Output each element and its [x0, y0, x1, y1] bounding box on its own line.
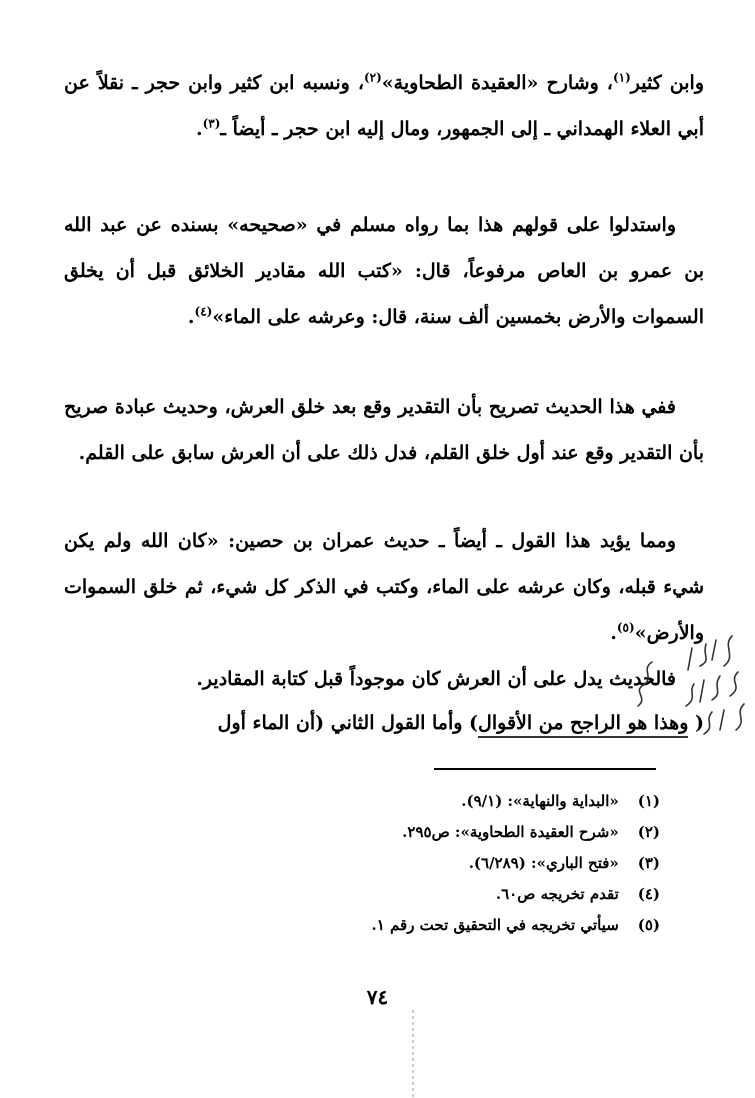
p1-text-c: ، ونسبه ابن كثير وابن حجر ـ نقلاً عن أبي العلاء الهمداني ـ إلى الجمهور، ومال إليه ابن حجر ـ أيضاً ـ	[64, 72, 704, 140]
page-number: ٧٤	[366, 985, 389, 1009]
footnote-number: (٥)	[637, 916, 660, 934]
footnote-ref-2: (٢)	[363, 70, 382, 85]
footnote-text: سيأتي تخريجه في التحقيق تحت رقم ١.	[371, 916, 619, 934]
paragraph-3	[64, 384, 704, 476]
footnote-number: (٣)	[637, 854, 660, 872]
footnote-item	[200, 817, 660, 848]
p3-text: ففي هذا الحديث تصريح بأن التقدير وقع بعد خلق العرش، وحديث عبادة صريح بأن التقدير وقع عند أول خلق القلم، فدل ذلك على أن العرش سابق على القلم.	[64, 396, 704, 464]
footnote-text: «فتح الباري»: (٦/٢٨٩).	[468, 854, 619, 872]
footnote-ref-4: (٤)	[194, 304, 213, 319]
footnote-number: (١)	[637, 792, 660, 810]
paragraph-2	[64, 202, 704, 340]
footnote-text: «البداية والنهاية»: (٩/١).	[461, 792, 619, 810]
footnote-ref-1: (١)	[612, 70, 631, 85]
p6-text-rest: وأما القول الثاني (أن الماء أول	[217, 712, 470, 734]
paragraph-6	[64, 700, 704, 746]
handwritten-bracket-open: (	[695, 712, 704, 734]
underlined-phrase: وهذا هو الراجح من الأقوال	[478, 712, 688, 738]
footnote-ref-3: (٣)	[202, 116, 221, 131]
scan-artifact	[412, 1010, 414, 1098]
footnote-item	[200, 848, 660, 879]
paragraph-5	[64, 656, 704, 702]
paragraph-4	[64, 518, 704, 656]
footnote-item	[200, 786, 660, 817]
footnote-separator	[434, 768, 656, 770]
footnote-number: (٤)	[637, 885, 660, 903]
footnote-number: (٢)	[637, 823, 660, 841]
p2-text-b: .	[187, 306, 195, 328]
p1-text-d: .	[195, 118, 203, 140]
p1-text-a: وابن كثير	[630, 72, 704, 94]
footnotes	[200, 786, 660, 941]
footnote-text: «شرح العقيدة الطحاوية»: ص٢٩٥.	[402, 823, 619, 841]
footnote-text: تقدم تخريجه ص٦٠.	[495, 885, 619, 903]
handwritten-margin-note	[612, 626, 752, 746]
footnote-item	[200, 910, 660, 941]
p2-text-a: واستدلوا على قولهم هذا بما رواه مسلم في «صحيحه» بسنده عن عبد الله بن عمرو بن العاص مرفوعاً، قال: «كتب الله مقادير الخلائق قبل أن يخلق السموات والأرض بخمسين ألف سنة، قال: وعرشه على الماء»	[64, 214, 704, 328]
paragraph-1	[64, 60, 704, 152]
p4-text-b: .	[610, 622, 617, 644]
p5-text: فالحديث يدل على أن العرش كان موجوداً قبل كتابة المقادير.	[196, 668, 676, 690]
handwritten-bracket-close: )	[469, 712, 479, 734]
footnote-item	[200, 879, 660, 910]
p4-text-a: ومما يؤيد هذا القول ـ أيضاً ـ حديث عمران بن حصين: «كان الله ولم يكن شيء قبله، وكان عرشه على الماء، وكتب في الذكر كل شيء، ثم خلق السموات والأرض»	[64, 530, 704, 644]
footnote-ref-5: (٥)	[616, 620, 635, 635]
p1-text-b: ، وشارح «العقيدة الطحاوية»	[381, 72, 613, 94]
